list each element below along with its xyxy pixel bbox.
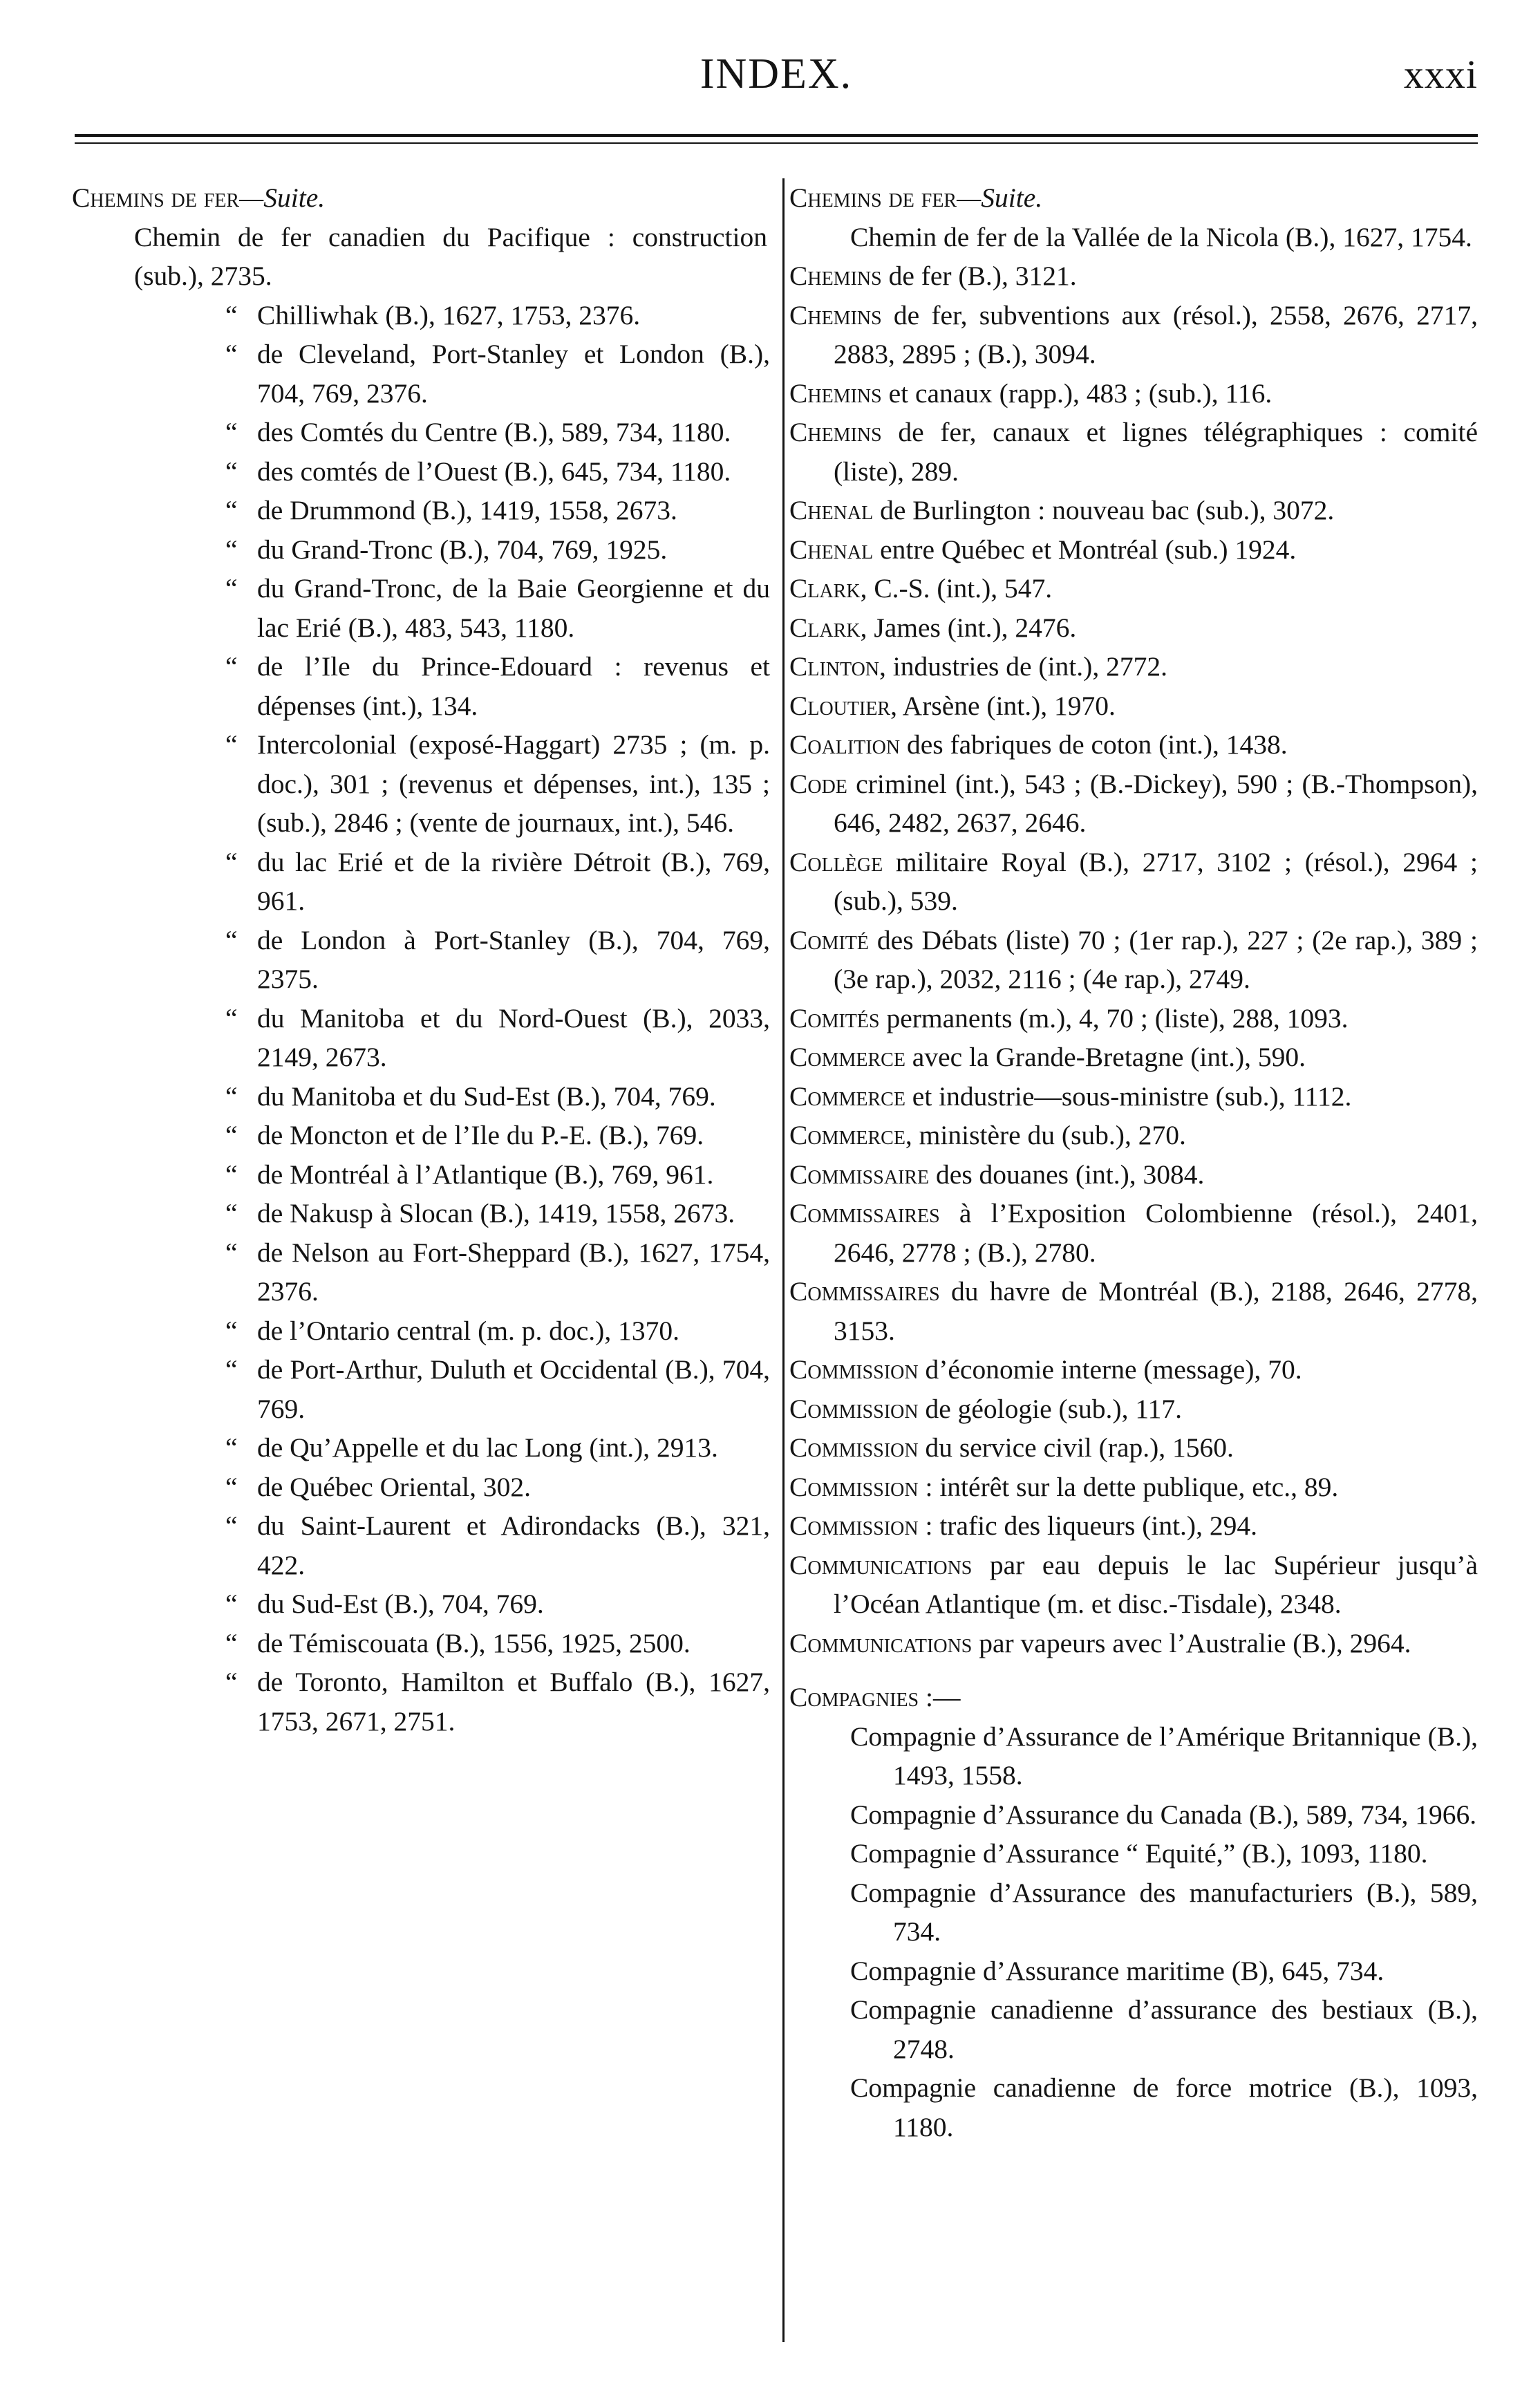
ditto-mark: “ bbox=[225, 1627, 238, 1658]
entry-keyword: Commission bbox=[789, 1471, 919, 1502]
entry-text: Chilliwhak (B.), 1627, 1753, 2376. bbox=[257, 299, 641, 330]
entry-keyword: Chemins bbox=[789, 299, 882, 330]
index-entry bbox=[789, 296, 1478, 374]
index-entry bbox=[72, 647, 770, 725]
entry-text: du Manitoba et du Nord-Ouest (B.), 2033, 2149, 2673. bbox=[257, 1002, 770, 1072]
entry-keyword: Comités bbox=[789, 1002, 880, 1033]
ditto-mark: “ bbox=[225, 1471, 238, 1502]
ditto-mark: “ bbox=[225, 846, 238, 877]
entry-text: d’économie interne (message), 70. bbox=[918, 1354, 1302, 1385]
ditto-mark: “ bbox=[225, 1120, 238, 1150]
right-column-heading bbox=[789, 178, 1478, 218]
company-entry: Compagnie d’Assurance maritime (B), 645, 734. bbox=[850, 1955, 1384, 1986]
entry-keyword: Chemins bbox=[789, 417, 882, 447]
ditto-mark: “ bbox=[225, 1354, 238, 1385]
company-entry: Compagnie d’Assurance des manufacturiers (B.), 589, 734. bbox=[850, 1877, 1478, 1947]
entry-text: du service civil (rap.), 1560. bbox=[918, 1432, 1234, 1463]
ditto-mark: “ bbox=[225, 651, 238, 682]
ditto-mark: “ bbox=[225, 495, 238, 525]
index-entry bbox=[789, 608, 1478, 648]
ditto-mark: “ bbox=[225, 1080, 238, 1112]
index-entry bbox=[72, 1428, 767, 1468]
entry-text: avec la Grande-Bretagne (int.), 590. bbox=[905, 1042, 1306, 1072]
right-column bbox=[789, 178, 1478, 2146]
right-entries bbox=[789, 256, 1478, 1663]
entry-text: du Sud-Est (B.), 704, 769. bbox=[257, 1589, 544, 1619]
entry-text: entre Québec et Montréal (sub.) 1924. bbox=[873, 534, 1297, 565]
entry-keyword: Commerce bbox=[789, 1042, 905, 1072]
index-entry bbox=[789, 256, 1478, 296]
company-entry: Compagnie d’Assurance de l’Amérique Britannique (B.), 1493, 1558. bbox=[850, 1721, 1478, 1790]
entry-text: de fer, subventions aux (résol.), 2558, 2676, 2717, 2883, 2895 ; (B.), 3094. bbox=[834, 299, 1478, 369]
ditto-mark: “ bbox=[225, 339, 238, 369]
page-header bbox=[75, 50, 1478, 105]
entry-text: permanents (m.), 4, 70 ; (liste), 288, 1093. bbox=[879, 1002, 1349, 1033]
entry-text: du Saint-Laurent et Adirondacks (B.), 321, 422. bbox=[257, 1510, 770, 1580]
entry-keyword: Communications bbox=[789, 1627, 973, 1658]
index-entry bbox=[72, 999, 770, 1077]
index-entry bbox=[72, 530, 767, 570]
page-title: INDEX. bbox=[699, 50, 853, 97]
entry-text: par vapeurs avec l’Australie (B.), 2964. bbox=[972, 1627, 1411, 1658]
index-entry bbox=[72, 413, 767, 452]
entry-text: , James (int.), 2476. bbox=[860, 612, 1077, 643]
ditto-mark: “ bbox=[225, 1237, 238, 1268]
index-entry bbox=[789, 413, 1478, 491]
index-entry bbox=[789, 530, 1478, 570]
entry-text: du havre de Montréal (B.), 2188, 2646, 2778, 3153. bbox=[834, 1276, 1478, 1346]
entry-keyword: Code bbox=[789, 768, 847, 799]
index-entry bbox=[72, 1194, 767, 1233]
index-entry bbox=[789, 1038, 1478, 1077]
index-entry bbox=[789, 1389, 1478, 1429]
entry-keyword: Collège bbox=[789, 846, 883, 877]
entry-text: des Comtés du Centre (B.), 589, 734, 1180. bbox=[257, 417, 731, 447]
index-entry bbox=[72, 452, 767, 492]
entry-keyword: Commissaires bbox=[789, 1276, 940, 1307]
entry-text: des Débats (liste) 70 ; (1er rap.), 227 ; (2e rap.), 389 ; (3e rap.), 2032, 2116 ; (4e rap.), 2749. bbox=[834, 924, 1478, 994]
left-column bbox=[72, 178, 770, 1741]
company-entry: Compagnie d’Assurance du Canada (B.), 589, 734, 1966. bbox=[850, 1799, 1477, 1830]
entry-keyword: Clark bbox=[789, 612, 861, 643]
heading-suite: —Suite. bbox=[957, 182, 1043, 213]
entry-text: à l’Exposition Colombienne (résol.), 2401, 2646, 2778 ; (B.), 2780. bbox=[834, 1198, 1478, 1268]
entry-text: de Moncton et de l’Ile du P.-E. (B.), 769. bbox=[257, 1120, 704, 1150]
entry-text: de fer, canaux et lignes télégraphiques : comité (liste), 289. bbox=[834, 417, 1478, 487]
entry-text: de Toronto, Hamilton et Buffalo (B.), 1627, 1753, 2671, 2751. bbox=[257, 1667, 770, 1737]
company-entry: Compagnie d’Assurance “ Equité,” (B.), 1093, 1180. bbox=[850, 1838, 1428, 1869]
entry-keyword: Cloutier bbox=[789, 690, 891, 721]
index-entry bbox=[789, 569, 1478, 608]
entry-text: de Montréal à l’Atlantique (B.), 769, 961. bbox=[257, 1159, 714, 1190]
column-divider bbox=[782, 178, 785, 2342]
index-entry bbox=[789, 1116, 1478, 1155]
entry-keyword: Clark bbox=[789, 573, 861, 603]
entry-text: de Cleveland, Port-Stanley et London (B.), 704, 769, 2376. bbox=[257, 339, 770, 409]
ditto-mark: “ bbox=[225, 1589, 238, 1619]
index-entry bbox=[72, 1116, 767, 1155]
index-entry bbox=[72, 1155, 767, 1195]
entry-keyword: Commissaires bbox=[789, 1198, 940, 1228]
ditto-mark: “ bbox=[225, 573, 238, 603]
index-entry bbox=[72, 569, 770, 647]
header-rule-thin bbox=[75, 142, 1478, 144]
ditto-mark: “ bbox=[225, 299, 238, 330]
entry-text: , C.-S. (int.), 547. bbox=[860, 573, 1053, 603]
index-entry bbox=[72, 725, 770, 843]
spacer bbox=[789, 1663, 1478, 1678]
entry-keyword: Commerce bbox=[789, 1120, 905, 1150]
ditto-mark: “ bbox=[225, 729, 238, 760]
entry-text: des fabriques de coton (int.), 1438. bbox=[900, 729, 1288, 760]
index-entry bbox=[789, 1506, 1478, 1546]
entry-text: de Port-Arthur, Duluth et Occidental (B.), 704, 769. bbox=[257, 1354, 770, 1424]
ditto-mark: “ bbox=[225, 417, 238, 447]
entry-text: du lac Erié et de la rivière Détroit (B.), 769, 961. bbox=[257, 846, 770, 916]
entry-text: du Grand-Tronc (B.), 704, 769, 1925. bbox=[257, 534, 668, 565]
entry-text: de Qu’Appelle et du lac Long (int.), 2913. bbox=[257, 1432, 718, 1463]
index-entry bbox=[72, 1468, 767, 1507]
entry-text: de Témiscouata (B.), 1556, 1925, 2500. bbox=[257, 1627, 691, 1658]
left-column-heading bbox=[72, 178, 767, 218]
companies-heading: Compagnies :— bbox=[789, 1682, 961, 1712]
index-entry bbox=[789, 1155, 1478, 1195]
entry-text: par eau depuis le lac Supérieur jusqu’à l’Océan Atlantique (m. et disc.-Tisdale), 2348. bbox=[834, 1549, 1478, 1619]
company-entry: Compagnie canadienne d’assurance des bestiaux (B.), 2748. bbox=[850, 1994, 1478, 2064]
index-entry bbox=[72, 335, 770, 413]
index-entry bbox=[72, 1506, 770, 1584]
index-entry: Chemin de fer canadien du Pacifique : construction (sub.), 2735. bbox=[134, 221, 767, 291]
entry-text: : intérêt sur la dette publique, etc., 89. bbox=[918, 1471, 1339, 1502]
index-entry: Chemin de fer de la Vallée de la Nicola (B.), 1627, 1754. bbox=[850, 221, 1472, 252]
index-entry bbox=[789, 765, 1478, 843]
entry-keyword: Coalition bbox=[789, 729, 901, 760]
index-entry bbox=[789, 725, 1478, 765]
entry-keyword: Commission bbox=[789, 1393, 919, 1424]
companies-list bbox=[789, 1717, 1478, 2147]
index-entry bbox=[789, 1468, 1478, 1507]
entry-text: Intercolonial (exposé-Haggart) 2735 ; (m. p. doc.), 301 ; (revenus et dépenses, int.), 135 ; (sub.), 2846 ; (vente de journaux, int.), 546. bbox=[257, 729, 770, 838]
entry-keyword: Commissaire bbox=[789, 1159, 930, 1190]
entry-text: du Grand-Tronc, de la Baie Georgienne et du lac Erié (B.), 483, 543, 1180. bbox=[257, 573, 770, 643]
entry-text: criminel (int.), 543 ; (B.-Dickey), 590 ; (B.-Thompson), 646, 2482, 2637, 2646. bbox=[834, 768, 1478, 838]
entry-text: de l’Ile du Prince-Edouard : revenus et dépenses (int.), 134. bbox=[257, 651, 770, 721]
index-entry bbox=[72, 491, 767, 530]
index-entry bbox=[72, 1584, 767, 1624]
index-entry bbox=[789, 999, 1478, 1038]
entry-keyword: Chenal bbox=[789, 534, 874, 565]
ditto-mark: “ bbox=[225, 1002, 238, 1033]
index-entry bbox=[789, 843, 1478, 921]
heading-cap: Chemins de fer bbox=[789, 182, 957, 213]
ditto-mark: “ bbox=[225, 1198, 238, 1228]
ditto-mark: “ bbox=[225, 1315, 238, 1346]
heading-cap: Chemins de fer bbox=[72, 182, 240, 213]
ditto-mark: “ bbox=[225, 1159, 238, 1190]
entry-text: de London à Port-Stanley (B.), 704, 769, 2375. bbox=[257, 924, 770, 994]
index-entry bbox=[789, 491, 1478, 530]
ditto-mark: “ bbox=[225, 1667, 238, 1697]
entry-text: , Arsène (int.), 1970. bbox=[890, 690, 1116, 721]
index-entry bbox=[789, 921, 1478, 999]
index-entry bbox=[72, 921, 770, 999]
index-entry bbox=[789, 1546, 1478, 1624]
index-entry bbox=[72, 296, 767, 335]
index-entry bbox=[789, 1350, 1478, 1389]
index-entry bbox=[72, 1311, 767, 1351]
entry-keyword: Commission bbox=[789, 1432, 919, 1463]
index-entry bbox=[789, 1624, 1478, 1663]
entry-text: de l’Ontario central (m. p. doc.), 1370. bbox=[257, 1315, 679, 1346]
index-entry bbox=[789, 1428, 1478, 1468]
entry-text: de Burlington : nouveau bac (sub.), 3072. bbox=[873, 495, 1335, 525]
header-rule-thick bbox=[75, 134, 1478, 137]
ditto-mark: “ bbox=[225, 1432, 238, 1463]
entry-text: des douanes (int.), 3084. bbox=[929, 1159, 1205, 1190]
company-entry: Compagnie canadienne de force motrice (B.), 1093, 1180. bbox=[850, 2072, 1478, 2142]
entry-text: du Manitoba et du Sud-Est (B.), 704, 769. bbox=[257, 1080, 716, 1112]
index-entry bbox=[72, 1233, 770, 1311]
entry-text: de Québec Oriental, 302. bbox=[257, 1471, 531, 1502]
ditto-mark: “ bbox=[225, 1510, 238, 1541]
index-entry bbox=[789, 647, 1478, 686]
entry-text: des comtés de l’Ouest (B.), 645, 734, 1180. bbox=[257, 456, 731, 487]
index-entry bbox=[72, 1624, 767, 1663]
entry-keyword: Comité bbox=[789, 924, 869, 955]
entry-keyword: Chemins bbox=[789, 377, 882, 409]
entry-text: de Nakusp à Slocan (B.), 1419, 1558, 2673. bbox=[257, 1198, 735, 1228]
entry-text: de Drummond (B.), 1419, 1558, 2673. bbox=[257, 495, 677, 525]
entry-text: , industries de (int.), 2772. bbox=[879, 651, 1167, 682]
index-entry bbox=[72, 843, 770, 921]
entry-text: et canaux (rapp.), 483 ; (sub.), 116. bbox=[881, 377, 1273, 409]
entry-keyword: Commission bbox=[789, 1510, 919, 1541]
index-entry bbox=[789, 1272, 1478, 1350]
index-entry bbox=[789, 1077, 1478, 1116]
entry-keyword: Chemins bbox=[789, 261, 882, 291]
entry-text: , ministère du (sub.), 270. bbox=[905, 1120, 1186, 1150]
entry-text: militaire Royal (B.), 2717, 3102 ; (résol.), 2964 ; (sub.), 539. bbox=[834, 846, 1478, 916]
ditto-mark: “ bbox=[225, 534, 238, 565]
entry-keyword: Commission bbox=[789, 1354, 919, 1385]
index-entry bbox=[72, 1077, 767, 1116]
entry-keyword: Commerce bbox=[789, 1080, 905, 1112]
index-entry bbox=[789, 686, 1478, 726]
entry-keyword: Clinton bbox=[789, 651, 880, 682]
entry-keyword: Chenal bbox=[789, 495, 874, 525]
entry-text: : trafic des liqueurs (int.), 294. bbox=[918, 1510, 1257, 1541]
entry-text: de géologie (sub.), 117. bbox=[918, 1393, 1182, 1424]
index-entry bbox=[72, 1350, 770, 1428]
entry-text: de Nelson au Fort-Sheppard (B.), 1627, 1754, 2376. bbox=[257, 1237, 770, 1307]
entry-keyword: Communications bbox=[789, 1549, 973, 1580]
page-number: xxxi bbox=[1403, 52, 1478, 97]
index-entry bbox=[72, 1663, 770, 1741]
index-entry bbox=[789, 374, 1478, 413]
ditto-mark: “ bbox=[225, 924, 238, 955]
heading-suite: —Suite. bbox=[239, 182, 326, 213]
entry-text: de fer (B.), 3121. bbox=[881, 261, 1077, 291]
ditto-mark: “ bbox=[225, 456, 238, 487]
index-entry bbox=[789, 1194, 1478, 1272]
ditto-entries bbox=[72, 296, 770, 1741]
entry-text: et industrie—sous-ministre (sub.), 1112. bbox=[905, 1080, 1352, 1112]
